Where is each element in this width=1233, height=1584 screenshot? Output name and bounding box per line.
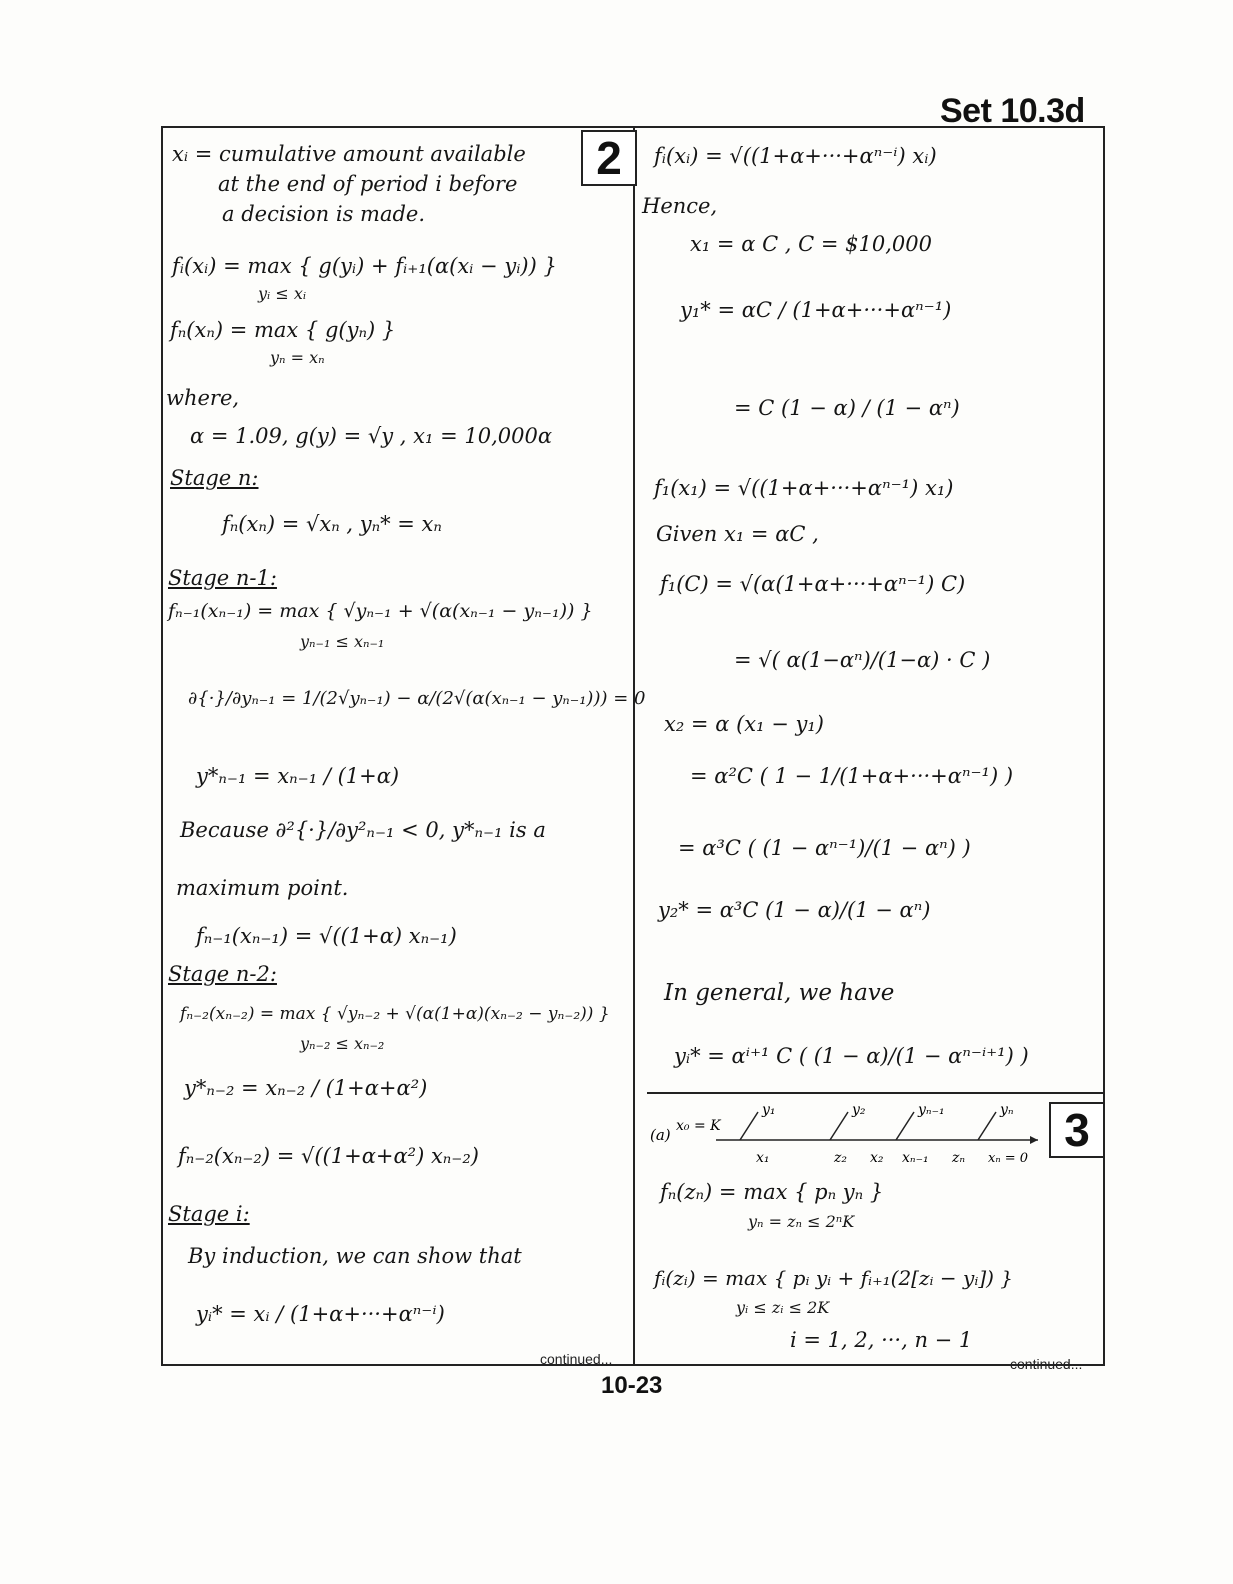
initial-condition: x₁ = α C , C = $10,000 <box>690 232 933 256</box>
constraint-text: yᵢ ≤ zᵢ ≤ 2K <box>736 1298 830 1317</box>
page-number: 10-23 <box>601 1372 663 1399</box>
parameter-line: α = 1.09, g(y) = √y , x₁ = 10,000α <box>190 424 553 448</box>
state-label: zₙ <box>952 1150 966 1166</box>
second-derivative-text: Because ∂²{·}/∂y²ₙ₋₁ < 0, y*ₙ₋₁ is a <box>180 818 546 842</box>
decision-label: y₂ <box>852 1102 866 1118</box>
where-label: where, <box>166 386 240 410</box>
induction-text: By induction, we can show that <box>188 1244 522 1268</box>
set-title: Set 10.3d <box>940 92 1085 130</box>
state-label: x₁ <box>756 1150 770 1166</box>
state-label: xₙ = 0 <box>988 1151 1029 1166</box>
recursion-equation: fₙ(xₙ) = max { g(yₙ) } <box>170 318 396 342</box>
definition-line: at the end of period i before <box>218 172 518 196</box>
hence-label: Hence, <box>642 194 718 218</box>
optimal-decision: y*ₙ₋₂ = xₙ₋₂ / (1+α+α²) <box>184 1076 428 1100</box>
decision-arrow <box>830 1112 848 1140</box>
decision-label: y₁ <box>762 1102 776 1118</box>
problem-badge-3: 3 <box>1049 1102 1105 1158</box>
derivative-equation: ∂{·}/∂yₙ₋₁ = 1/(2√yₙ₋₁) − α/(2√(α(xₙ₋₁ − yₙ₋₁))) = 0 <box>188 688 646 709</box>
stage-equation: fₙ₋₂(xₙ₋₂) = max { √yₙ₋₂ + √(α(1+α)(xₙ₋₂ − yₙ₋₂)) } <box>180 1004 610 1024</box>
stage-heading: Stage n-2: <box>168 962 277 986</box>
constraint-text: yₙ = xₙ <box>270 348 325 367</box>
index-range: i = 1, 2, ···, n − 1 <box>790 1328 973 1352</box>
stage-result: fₙ₋₂(xₙ₋₂) = √((1+α+α²) xₙ₋₂) <box>178 1144 479 1168</box>
general-solution: yᵢ* = αⁱ⁺¹ C ( (1 − α)/(1 − αⁿ⁻ⁱ⁺¹) ) <box>674 1044 1029 1068</box>
state-label: z₂ <box>834 1150 847 1166</box>
stage-heading: Stage i: <box>168 1202 250 1226</box>
simplified-decision: = C (1 − α) / (1 − αⁿ) <box>734 396 960 420</box>
definition-line: xᵢ = cumulative amount available <box>172 142 526 166</box>
stage-equation: fₙ(xₙ) = √xₙ , yₙ* = xₙ <box>222 512 442 536</box>
decision-arrow <box>740 1112 758 1140</box>
constraint-text: yₙ₋₁ ≤ xₙ₋₁ <box>300 632 385 651</box>
given-text: Given x₁ = αC , <box>656 522 819 546</box>
constraint-text: yₙ₋₂ ≤ xₙ₋₂ <box>300 1034 385 1053</box>
optimal-decision: y₁* = αC / (1+α+···+αⁿ⁻¹) <box>680 298 952 322</box>
general-function: fᵢ(xᵢ) = √((1+α+···+αⁿ⁻ⁱ) xᵢ) <box>654 144 937 168</box>
stage-diagram <box>648 1100 1048 1176</box>
definition-line: a decision is made. <box>222 202 426 226</box>
state-transition: = α³C ( (1 − αⁿ⁻¹)/(1 − αⁿ) ) <box>678 836 971 860</box>
continued-note: continued... <box>1010 1356 1083 1372</box>
stage-result: f₁(x₁) = √((1+α+···+αⁿ⁻¹) x₁) <box>654 476 954 500</box>
state-transition: x₂ = α (x₁ − y₁) <box>664 712 824 736</box>
simplified-result: = √( α(1−αⁿ)/(1−α) · C ) <box>734 648 991 672</box>
stage-heading: Stage n-1: <box>168 566 277 590</box>
section-divider <box>647 1092 1105 1094</box>
decision-label: yₙ₋₁ <box>918 1102 945 1118</box>
part-label: (a) <box>650 1126 671 1144</box>
decision-label: yₙ <box>1000 1102 1014 1118</box>
optimal-decision: y₂* = α³C (1 − α)/(1 − αⁿ) <box>658 898 931 922</box>
optimal-decision: yᵢ* = xᵢ / (1+α+···+αⁿ⁻ⁱ) <box>196 1302 445 1326</box>
stage-result: f₁(C) = √(α(1+α+···+αⁿ⁻¹) C) <box>660 572 966 596</box>
optimal-decision: y*ₙ₋₁ = xₙ₋₁ / (1+α) <box>196 764 400 788</box>
state-label: xₙ₋₁ <box>902 1150 929 1166</box>
maximum-text: maximum point. <box>176 876 349 900</box>
state-label: x₂ <box>870 1150 884 1166</box>
recursion-equation: fᵢ(xᵢ) = max { g(yᵢ) + fᵢ₊₁(α(xᵢ − yᵢ)) } <box>172 254 557 278</box>
column-divider <box>633 128 635 1366</box>
constraint-text: yₙ = zₙ ≤ 2ⁿK <box>748 1212 855 1231</box>
decision-arrow <box>896 1112 914 1140</box>
state-transition: = α²C ( 1 − 1/(1+α+···+αⁿ⁻¹) ) <box>690 764 1014 788</box>
recursion-equation: fₙ(zₙ) = max { pₙ yₙ } <box>660 1180 884 1204</box>
problem-badge-2: 2 <box>581 130 637 186</box>
stage-heading: Stage n: <box>170 466 259 490</box>
stage-result: fₙ₋₁(xₙ₋₁) = √((1+α) xₙ₋₁) <box>196 924 457 948</box>
general-heading: In general, we have <box>664 980 895 1006</box>
constraint-text: yᵢ ≤ xᵢ <box>258 284 307 303</box>
start-label: x₀ = K <box>676 1118 721 1134</box>
stage-equation: fₙ₋₁(xₙ₋₁) = max { √yₙ₋₁ + √(α(xₙ₋₁ − yₙ₋₁)) } <box>168 600 593 622</box>
decision-arrow <box>978 1112 996 1140</box>
recursion-equation: fᵢ(zᵢ) = max { pᵢ yᵢ + fᵢ₊₁(2[zᵢ − yᵢ]) } <box>654 1266 1014 1290</box>
continued-note: continued... <box>540 1351 613 1367</box>
